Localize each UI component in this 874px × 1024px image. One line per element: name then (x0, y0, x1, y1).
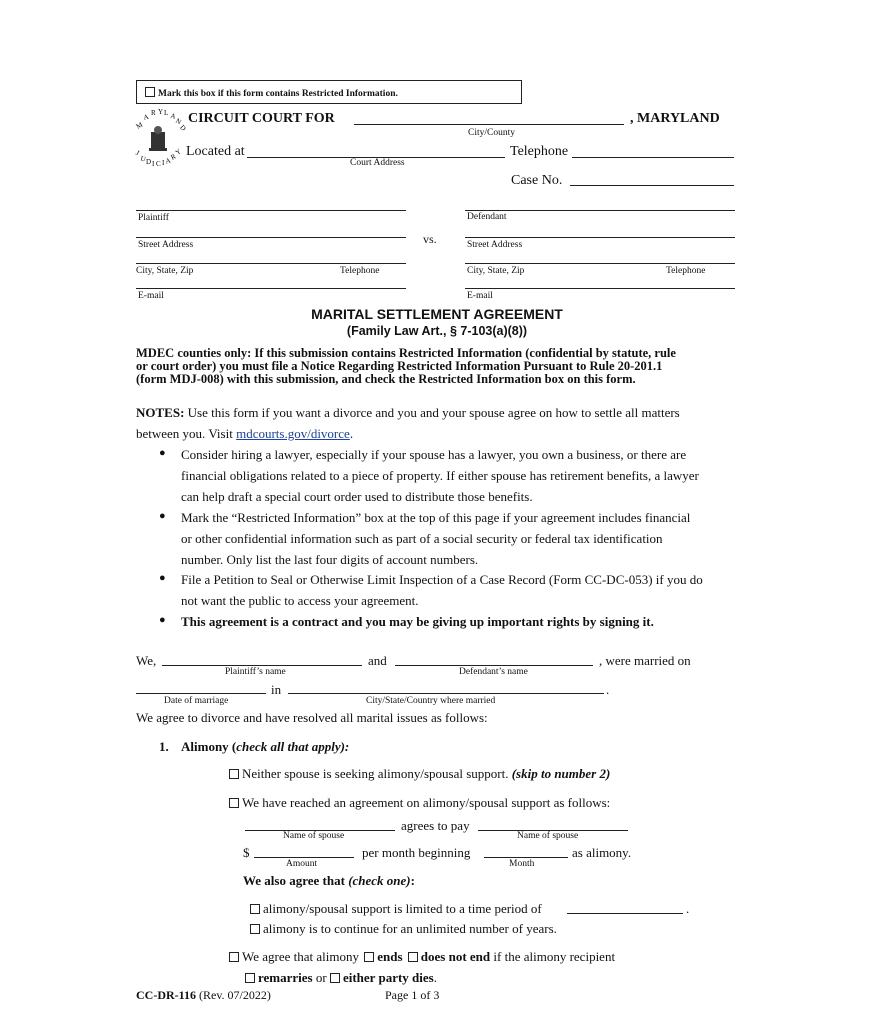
final-dot: . (433, 970, 437, 985)
alimony-agreement-text: We have reached an agreement on alimony/spousal support as follows: (242, 795, 611, 810)
also-agree-text: We also agree that (243, 873, 345, 888)
plaintiff-street-field[interactable] (136, 237, 406, 238)
if-recipient-text: if the alimony recipient (493, 949, 616, 964)
skip-note: (skip to number 2) (511, 766, 611, 781)
bullet-2-line-1: Mark the “Restricted Information” box at the top of this page if your agreement includes financial (181, 510, 691, 525)
mdec-line-3: (form MDJ-008) with this submission, and check the Restricted Information box on this form. (136, 372, 636, 386)
remarries-option (245, 970, 437, 986)
svg-text:D: D (178, 123, 188, 133)
mdec-line-1: MDEC counties only: If this submission contains Restricted Information (confidential by statute, rule (136, 346, 676, 360)
bullet-icon: ● (159, 572, 166, 584)
svg-text:M: M (134, 120, 145, 131)
plaintiff-caption: Plaintiff (138, 213, 169, 223)
city-county-caption: City/County (468, 128, 515, 138)
notes-label: NOTES: (136, 405, 185, 420)
we-label: We, (136, 653, 157, 668)
remarries-text: remarries (258, 970, 313, 985)
bullet-2-line-2: or other confidential information such as part of a social security or federal tax identification (181, 531, 663, 546)
telephone-label: Telephone (510, 144, 569, 159)
visit-text: between you. Visit (136, 426, 233, 441)
per-month-label: per month beginning (362, 845, 471, 860)
defendant-name-field[interactable] (395, 665, 593, 666)
limited-dot: . (686, 901, 690, 916)
svg-text:R: R (151, 109, 156, 117)
notes-intro-text: Use this form if you want a divorce and you and your spouse agree on how to settle all matters (187, 405, 680, 420)
bullet-3-line-2: not want the public to access your agreement. (181, 593, 419, 608)
svg-text:C: C (156, 160, 161, 168)
mdec-notice (136, 347, 746, 386)
plaintiff-city-field[interactable] (136, 263, 406, 264)
restricted-info-checkbox[interactable] (145, 87, 155, 97)
bullet-3-line-1: File a Petition to Seal or Otherwise Limit Inspection of a Case Record (Form CC-DC-053) if you do (181, 572, 703, 587)
plaintiff-telephone-caption: Telephone (340, 266, 380, 276)
or-text: or (315, 970, 327, 985)
bullet-4: This agreement is a contract and you may be giving up important rights by signing it. (181, 614, 654, 629)
bullet-1-line-2: financial obligations related to a piece of property. If either spouse has retirement benefits, a lawyer (181, 468, 699, 483)
alimony-heading (181, 739, 349, 755)
defendant-city-caption: City, State, Zip (467, 266, 525, 276)
alimony-heading-text: Alimony ( (181, 739, 237, 754)
agree-statement: We agree to divorce and have resolved all marital issues as follows: (136, 710, 488, 725)
svg-text:L: L (164, 109, 169, 117)
unlimited-option (250, 921, 557, 937)
plaintiff-street-caption: Street Address (138, 240, 194, 250)
date-of-marriage-caption: Date of marriage (164, 696, 229, 706)
alimony-none-checkbox[interactable] (229, 769, 239, 779)
were-married-on-label: , were married on (599, 653, 691, 668)
defendant-street-caption: Street Address (467, 240, 523, 250)
form-title: MARITAL SETTLEMENT AGREEMENT (311, 306, 563, 322)
as-alimony-label: as alimony. (572, 845, 632, 860)
court-telephone-field[interactable] (572, 157, 734, 158)
revision: (Rev. 07/2022) (199, 988, 271, 1002)
svg-text:N: N (174, 116, 183, 127)
plaintiff-email-caption: E-mail (138, 291, 164, 301)
located-at-label: Located at (186, 144, 245, 159)
svg-text:A: A (142, 112, 150, 122)
amount-caption: Amount (286, 859, 318, 869)
divorce-link[interactable]: mdcourts.gov/divorce (236, 426, 350, 441)
notes-intro-1 (136, 402, 680, 423)
defendant-city-field[interactable] (465, 263, 735, 264)
colon: : (410, 873, 415, 888)
maryland-judiciary-seal (133, 108, 188, 168)
plaintiff-city-caption: City, State, Zip (136, 266, 194, 276)
does-not-end-text: does not end (420, 949, 491, 964)
svg-text:R: R (169, 152, 178, 162)
defendant-email-caption: E-mail (467, 291, 493, 301)
end-condition-option (229, 949, 615, 965)
svg-text:D: D (146, 158, 152, 166)
bullet-1-line-1: Consider hiring a lawyer, especially if your spouse has a lawyer, you own a business, or there are (181, 447, 687, 462)
alimony-agreement-checkbox[interactable] (229, 798, 239, 808)
plaintiffs-name-caption: Plaintiff’s name (225, 667, 286, 677)
section-number: 1. (159, 739, 169, 754)
svg-text:A: A (164, 156, 172, 166)
we-agree-that-text: We agree that alimony (242, 949, 359, 964)
svg-text:U: U (139, 154, 147, 164)
payer-spouse-caption: Name of spouse (283, 831, 345, 841)
and-label: and (368, 653, 387, 668)
defendant-caption: Defendant (467, 212, 507, 222)
svg-text:A: A (169, 111, 177, 121)
alimony-option-agreement (229, 795, 610, 811)
bullet-icon: ● (159, 614, 166, 626)
vs-label: vs. (423, 232, 437, 246)
agrees-to-pay-label: agrees to pay (401, 818, 470, 833)
ends-checkbox[interactable] (364, 952, 374, 962)
notes-intro-2 (136, 423, 353, 444)
month-caption: Month (509, 859, 535, 869)
unlimited-checkbox[interactable] (250, 924, 260, 934)
svg-text:J: J (134, 148, 141, 158)
defendant-field[interactable] (465, 210, 735, 211)
svg-text:I: I (162, 159, 165, 167)
alimony-heading-italic: check all that apply): (236, 739, 350, 754)
defendant-street-field[interactable] (465, 237, 735, 238)
period: . (349, 426, 354, 441)
payee-spouse-caption: Name of spouse (517, 831, 579, 841)
defendant-telephone-caption: Telephone (666, 266, 706, 276)
place-of-marriage-field[interactable] (288, 693, 604, 694)
beginning-month-field[interactable] (484, 857, 568, 858)
form-id: CC-DR-116 (136, 988, 196, 1002)
either-dies-checkbox[interactable] (330, 973, 340, 983)
case-no-label: Case No. (511, 173, 563, 188)
bullet-2-line-3: number. Only list the last four digits of account numbers. (181, 552, 479, 567)
bullet-icon: ● (159, 447, 166, 459)
svg-text:I: I (152, 160, 155, 168)
in-label: in (271, 682, 282, 697)
also-agree-label (243, 873, 415, 889)
plaintiff-field[interactable] (136, 210, 406, 211)
svg-text:Y: Y (173, 147, 183, 157)
city-county-field[interactable] (354, 124, 624, 125)
bullet-1-line-3: can help draft a special court order used to distribute those benefits. (181, 489, 533, 504)
dollar-sign: $ (243, 845, 250, 860)
limited-option (250, 901, 542, 917)
page-number: Page 1 of 3 (385, 988, 440, 1002)
married-dot: . (606, 682, 610, 697)
case-no-field[interactable] (570, 185, 734, 186)
limited-checkbox[interactable] (250, 904, 260, 914)
date-of-marriage-field[interactable] (136, 693, 266, 694)
circuit-court-label: CIRCUIT COURT FOR (188, 111, 335, 126)
maryland-label: , MARYLAND (630, 111, 720, 126)
alimony-amount-field[interactable] (254, 857, 354, 858)
either-dies-text: either party dies (342, 970, 434, 985)
court-address-caption: Court Address (350, 158, 405, 168)
defendant-email-field[interactable] (465, 288, 735, 289)
bullet-icon: ● (159, 510, 166, 522)
alimony-option-none (229, 766, 610, 782)
form-id-footer (136, 988, 271, 1003)
end-condition-checkbox[interactable] (229, 952, 239, 962)
remarries-checkbox[interactable] (245, 973, 255, 983)
unlimited-text: alimony is to continue for an unlimited number of years. (263, 921, 557, 936)
place-caption: City/State/Country where married (366, 696, 496, 706)
plaintiff-name-field[interactable] (162, 665, 362, 666)
svg-text:Y: Y (158, 108, 164, 116)
time-period-field[interactable] (567, 913, 683, 914)
mdec-line-2: or court order) you must file a Notice Regarding Restricted Information Pursuant to Rule 20-201.1 (136, 359, 663, 373)
plaintiff-email-field[interactable] (136, 288, 406, 289)
defendants-name-caption: Defendant’s name (459, 667, 528, 677)
alimony-none-text: Neither spouse is seeking alimony/spousal support. (242, 766, 509, 781)
check-one-text: (check one) (348, 873, 411, 888)
restricted-info-box (136, 80, 522, 104)
restricted-info-label: Mark this box if this form contains Restricted Information. (158, 89, 398, 99)
does-not-end-checkbox[interactable] (408, 952, 418, 962)
limited-text: alimony/spousal support is limited to a time period of (263, 901, 542, 916)
form-subtitle: (Family Law Art., § 7-103(a)(8)) (346, 324, 528, 338)
ends-text: ends (377, 949, 403, 964)
